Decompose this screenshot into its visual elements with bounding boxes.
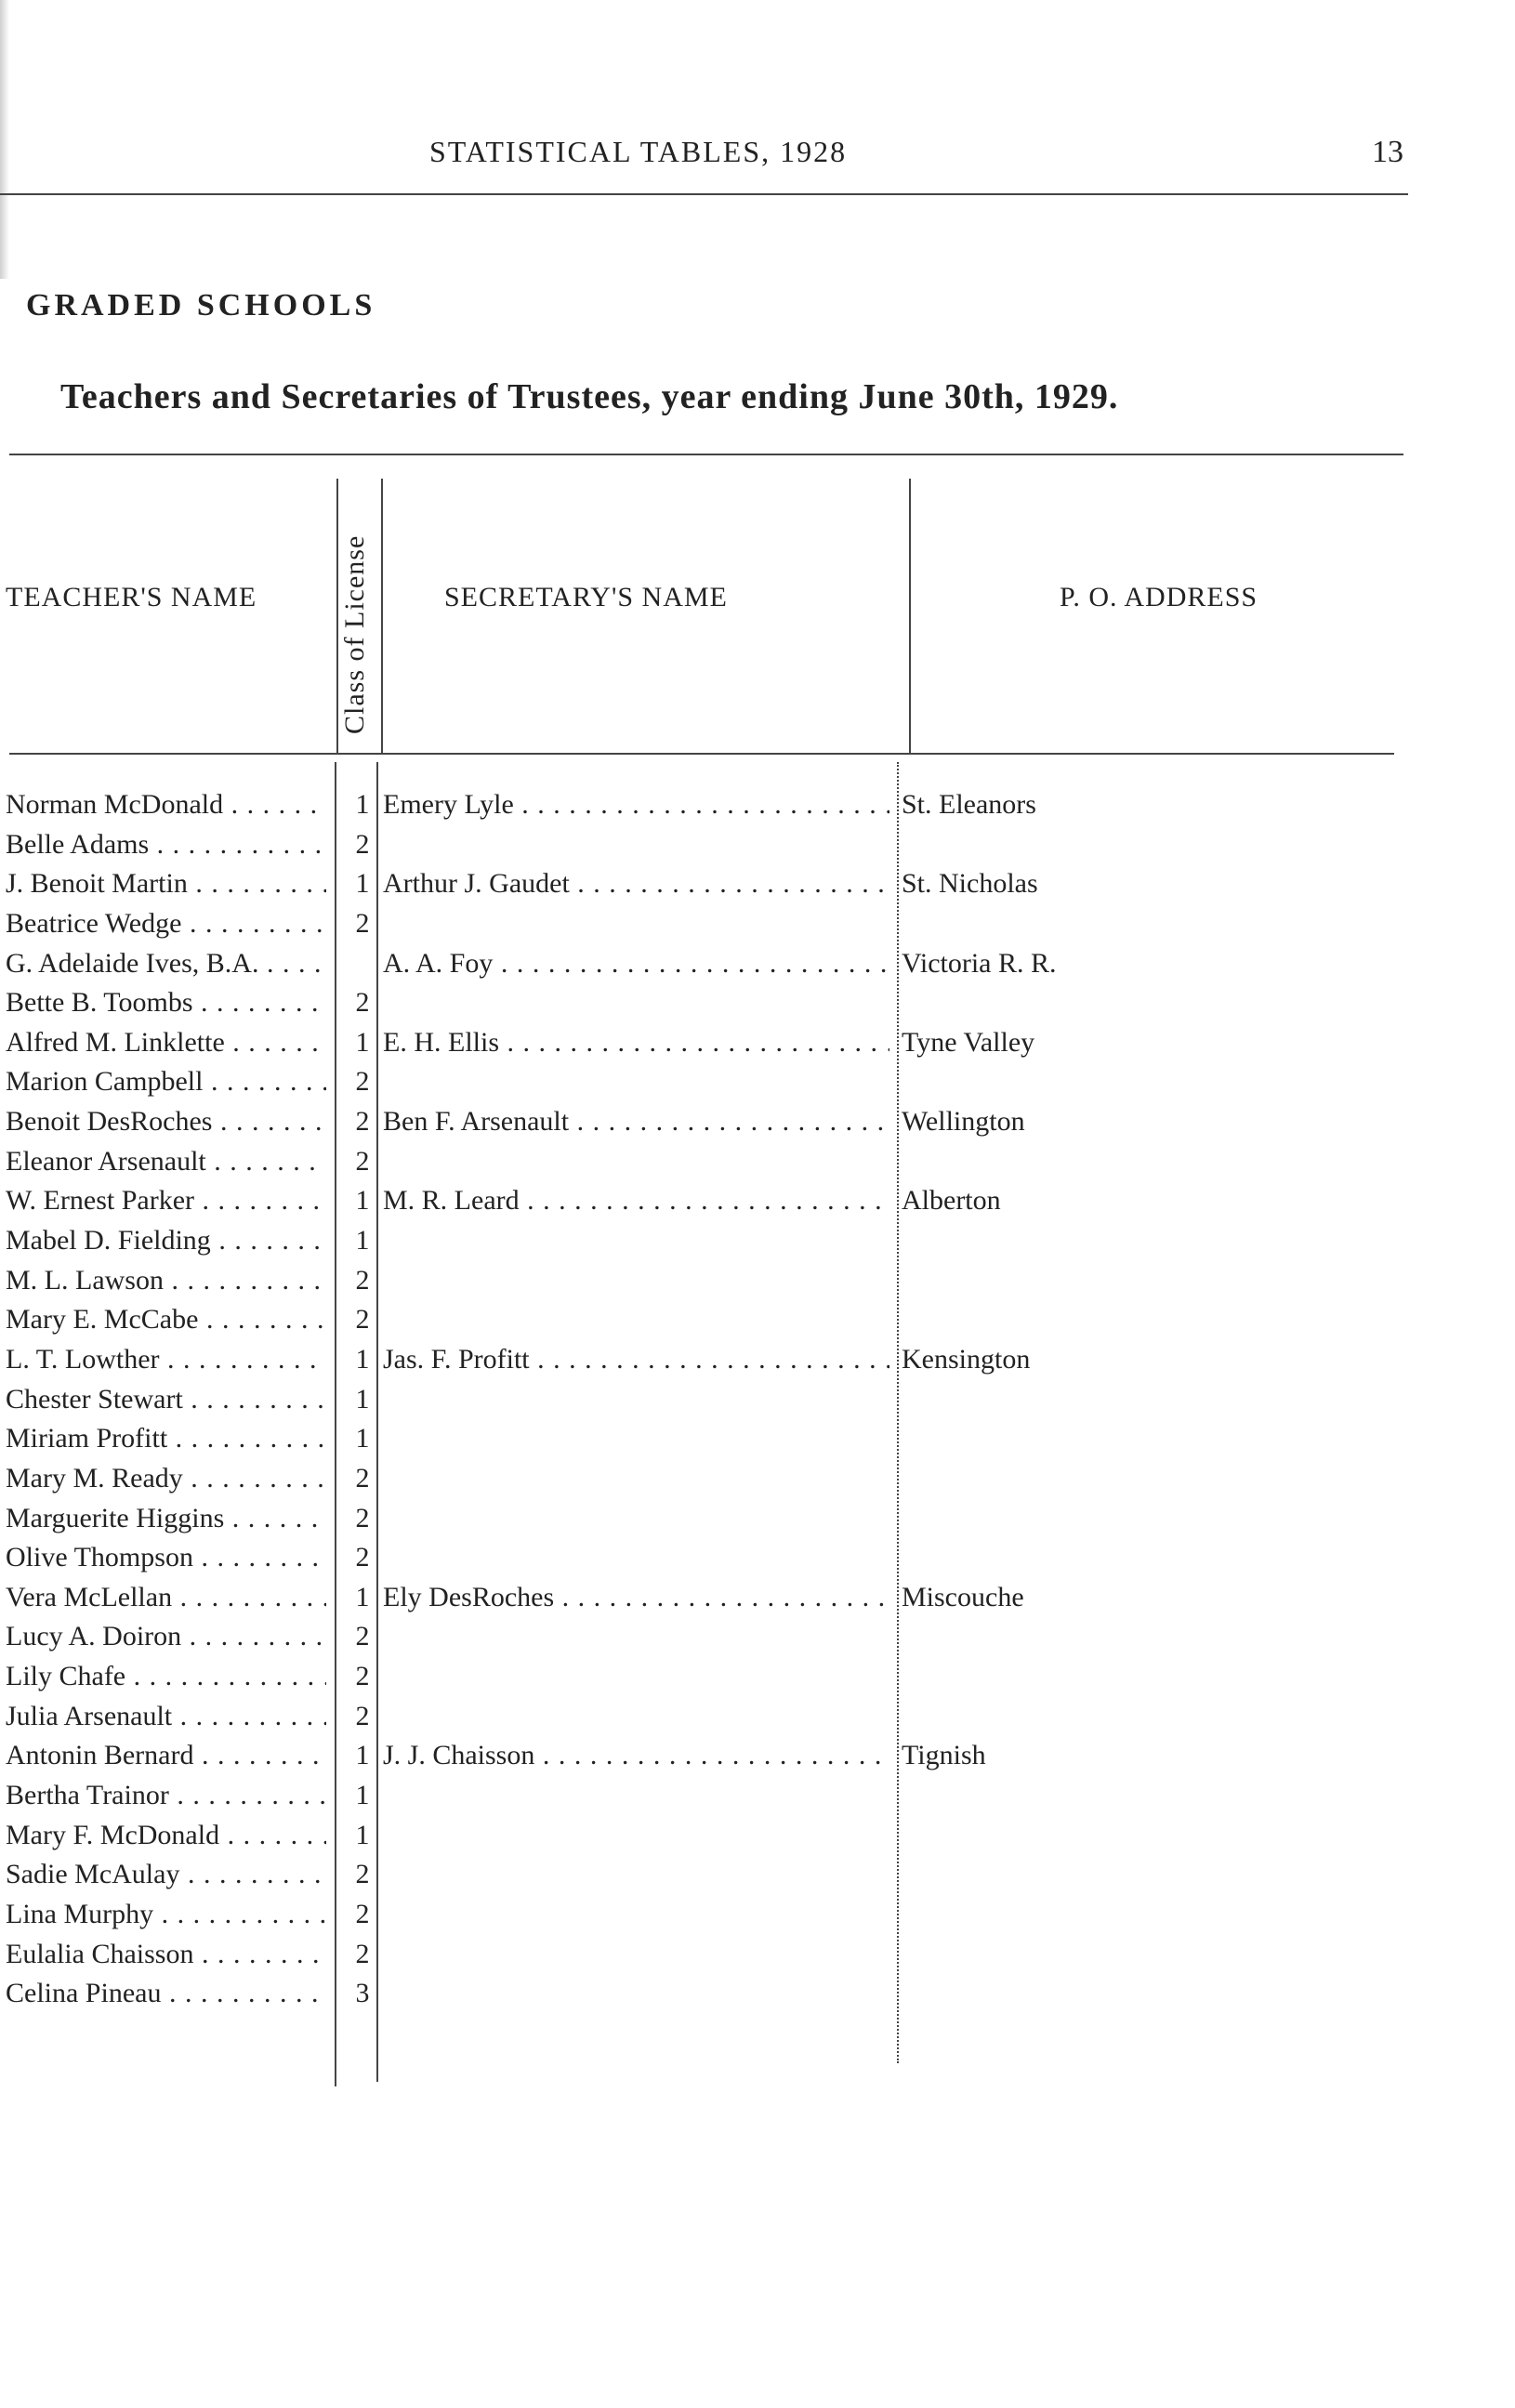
po-address: Kensington (902, 1343, 1031, 1375)
teacher-name: Eulalia Chaisson . . . (6, 1935, 326, 1974)
teacher-name: Antonin Bernard . . . (6, 1736, 326, 1775)
table-row (0, 1776, 1515, 1816)
teacher-name: Lily Chafe . . . (6, 1657, 326, 1696)
teacher-name: Chester Stewart . . . (6, 1380, 326, 1419)
teacher-name: Mary M. Ready . . . (6, 1459, 326, 1498)
column-divider (381, 479, 383, 753)
class-of-license-header: Class of License (339, 534, 370, 734)
license-class: 1 (355, 789, 370, 820)
teacher-name: Marion Campbell . . . (6, 1062, 326, 1101)
license-class: 3 (355, 1978, 370, 2009)
po-address: Tignish (902, 1740, 986, 1771)
teacher-name: Bette B. Toombs . . . (6, 983, 326, 1022)
license-class: 2 (355, 1938, 370, 1969)
table-row (0, 1697, 1515, 1737)
page-number: 13 (1372, 135, 1403, 169)
header-bottom-rule (9, 753, 1394, 755)
license-class: 1 (355, 1581, 370, 1612)
column-divider (909, 479, 911, 753)
column-divider (336, 479, 338, 753)
teacher-name: Mary E. McCabe . . . (6, 1300, 326, 1339)
license-class: 2 (355, 1502, 370, 1533)
license-class: 2 (355, 1700, 370, 1731)
table-row (0, 1380, 1515, 1420)
license-class: 2 (355, 1145, 370, 1177)
table-row (0, 825, 1515, 865)
table-row (0, 1181, 1515, 1221)
license-class: 1 (355, 1740, 370, 1771)
table-row (0, 1657, 1515, 1697)
license-class: 2 (355, 1304, 370, 1336)
teacher-name: Olive Thompson . . . (6, 1538, 326, 1577)
teacher-name: Lina Murphy . . . (6, 1895, 326, 1934)
license-class: 2 (355, 1621, 370, 1652)
license-class: 1 (355, 1026, 370, 1058)
license-class: 2 (355, 828, 370, 860)
table-row (0, 1816, 1515, 1856)
table-row (0, 1895, 1515, 1935)
secretary-name: A. A. Foy . . . (383, 944, 889, 983)
teacher-name: Eleanor Arsenault . . . (6, 1142, 326, 1181)
po-address: Miscouche (902, 1581, 1024, 1612)
po-address: Alberton (902, 1185, 1001, 1217)
table-row (0, 1142, 1515, 1182)
secretary-name: Jas. F. Profitt . . . (383, 1340, 889, 1379)
table-row (0, 983, 1515, 1023)
teacher-name: Benoit DesRoches . . . (6, 1102, 326, 1141)
table-row (0, 1499, 1515, 1539)
table-row (0, 1538, 1515, 1578)
table-row (0, 1102, 1515, 1142)
license-class: 1 (355, 1225, 370, 1257)
secretary-name: Arthur J. Gaudet . . . (383, 864, 889, 903)
license-class: 2 (355, 1859, 370, 1890)
teacher-name: Beatrice Wedge . . . (6, 904, 326, 943)
header-rule (0, 193, 1408, 195)
table-row (0, 1935, 1515, 1975)
subtitle: Teachers and Secretaries of Trustees, year ending June 30th, 1929. (60, 377, 1119, 416)
teacher-name: Bertha Trainor . . . (6, 1776, 326, 1815)
table-row (0, 904, 1515, 944)
table-row (0, 1419, 1515, 1459)
license-class: 1 (355, 1383, 370, 1415)
teacher-name: Celina Pineau . . . (6, 1974, 326, 2013)
po-address: St. Nicholas (902, 868, 1038, 900)
table-row (0, 1221, 1515, 1261)
teacher-name: J. Benoit Martin . . . (6, 864, 326, 903)
table-top-rule (9, 454, 1403, 455)
po-address: Victoria R. R. (902, 947, 1057, 979)
running-head: STATISTICAL TABLES, 1928 (429, 135, 848, 168)
teacher-name: M. L. Lawson . . . (6, 1261, 326, 1300)
teacher-name: Vera McLellan . . . (6, 1578, 326, 1617)
license-class: 2 (355, 1106, 370, 1138)
secretary-name-header: SECRETARY'S NAME (444, 582, 728, 612)
page-header (0, 135, 1403, 181)
table-row (0, 1300, 1515, 1340)
table-row (0, 1736, 1515, 1776)
po-address: St. Eleanors (902, 789, 1036, 820)
teacher-name: W. Ernest Parker . . . (6, 1181, 326, 1220)
table-row (0, 864, 1515, 904)
section-title: GRADED SCHOOLS (26, 288, 376, 322)
teacher-name: Julia Arsenault . . . (6, 1697, 326, 1736)
table-row (0, 1062, 1515, 1102)
license-class: 2 (355, 1542, 370, 1573)
license-class: 1 (355, 1780, 370, 1811)
teacher-name-header: TEACHER'S NAME (6, 582, 257, 612)
license-class: 2 (355, 1898, 370, 1929)
license-class: 2 (355, 1066, 370, 1098)
secretary-name: J. J. Chaisson . . . (383, 1736, 889, 1775)
license-class: 1 (355, 1819, 370, 1850)
po-address-header: P. O. ADDRESS (1060, 582, 1258, 612)
license-class: 1 (355, 1423, 370, 1454)
table-row (0, 1340, 1515, 1380)
table-row (0, 1023, 1515, 1063)
secretary-name: Emery Lyle . . . (383, 785, 889, 824)
teacher-name: Mary F. McDonald . . . (6, 1816, 326, 1855)
teacher-name: Marguerite Higgins . . . (6, 1499, 326, 1538)
license-class: 2 (355, 1264, 370, 1296)
po-address: Wellington (902, 1106, 1025, 1138)
teacher-name: Sadie McAulay . . . (6, 1855, 326, 1894)
table-row (0, 1974, 1515, 2014)
table-row (0, 1261, 1515, 1301)
license-class: 2 (355, 1462, 370, 1493)
table-row (0, 1617, 1515, 1657)
license-class: 2 (355, 987, 370, 1019)
license-class: 1 (355, 1343, 370, 1375)
teacher-name: L. T. Lowther . . . (6, 1340, 326, 1379)
teacher-name: Alfred M. Linklette . . . (6, 1023, 326, 1062)
teacher-name: Belle Adams . . . (6, 825, 326, 864)
license-class: 1 (355, 868, 370, 900)
license-class: 2 (355, 1661, 370, 1692)
teachers-table (0, 785, 1515, 2014)
license-class: 2 (355, 907, 370, 939)
teacher-name: Norman McDonald . . . (6, 785, 326, 824)
table-row (0, 1855, 1515, 1895)
teacher-name: Miriam Profitt . . . (6, 1419, 326, 1458)
teacher-name: Lucy A. Doiron . . . (6, 1617, 326, 1656)
table-row (0, 1459, 1515, 1499)
secretary-name: E. H. Ellis . . . (383, 1023, 889, 1062)
table-row (0, 944, 1515, 984)
secretary-name: M. R. Leard . . . (383, 1181, 889, 1220)
teacher-name: G. Adelaide Ives, B.A. . . . (6, 944, 326, 983)
secretary-name: Ben F. Arsenault . . . (383, 1102, 889, 1141)
secretary-name: Ely DesRoches . . . (383, 1578, 889, 1617)
teacher-name: Mabel D. Fielding . . . (6, 1221, 326, 1260)
table-row (0, 1578, 1515, 1618)
license-class: 1 (355, 1185, 370, 1217)
po-address: Tyne Valley (902, 1026, 1035, 1058)
table-row (0, 785, 1515, 825)
